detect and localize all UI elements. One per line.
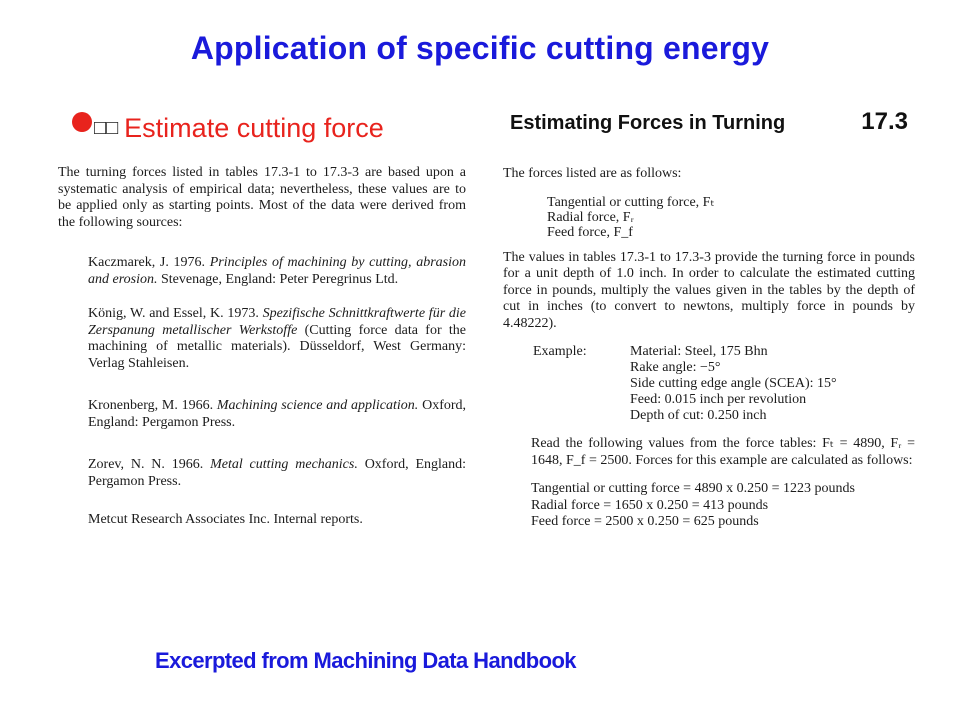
force-item: Feed force, F_f: [547, 224, 633, 240]
bullet-dot-icon: [72, 112, 92, 132]
example-lines: [630, 344, 837, 424]
example-block: [533, 344, 915, 424]
reference-item: [88, 398, 466, 431]
force-item: Tangential or cutting force, Fₜ: [547, 194, 715, 210]
reference-author: Zorev, N. N. 1966.: [88, 457, 204, 472]
reference-publisher: Stevenage, England: Peter Peregrinus Ltd.: [160, 271, 399, 287]
calculation-list: [531, 481, 915, 531]
handbook-section-header: [510, 108, 920, 144]
example-line: Rake angle: −5°: [630, 360, 721, 375]
reference-author: Kronenberg, M. 1966.: [88, 398, 214, 413]
left-text-column: [58, 165, 466, 529]
reference-author: König, W. and Essel, K. 1973.: [88, 306, 259, 321]
reference-publisher: Oxford, England: Pergamon Press.: [88, 398, 467, 430]
calculation-line: Tangential or cutting force = 4890 x 0.250 = 1223 pounds: [531, 481, 855, 496]
example-line: Depth of cut: 0.250 inch: [630, 408, 767, 423]
example-line: Feed: 0.015 inch per revolution: [630, 392, 807, 407]
reference-author: Kaczmarek, J. 1976.: [88, 255, 206, 270]
reference-title: Metal cutting mechanics.: [210, 457, 358, 472]
footer-caption: Excerpted from Machining Data Handbook: [155, 648, 576, 673]
bullet-glyphs: □□: [94, 116, 119, 139]
reference-item: [88, 306, 466, 372]
reference-publisher: (Cutting force data for the machining of metallic materials). Düsseldorf, West Germany: Verlag Stahleisen.: [88, 322, 467, 371]
reference-title: Principles of machining by cutting, abrasion and erosion.: [88, 255, 467, 287]
reference-item: [88, 457, 466, 490]
handbook-section-title: Estimating Forces in Turning: [510, 112, 786, 134]
handbook-section-number: 17.3: [861, 108, 908, 135]
force-list: [547, 195, 915, 240]
reference-title: Spezifische Schnittkraftwerte für die Zerspanung metallischer Werkstoffe: [88, 306, 467, 338]
bullet-text: Estimate cutting force: [124, 112, 384, 143]
reference-publisher: Oxford, England: Pergamon Press.: [88, 457, 466, 489]
calculation-line: Radial force = 1650 x 0.250 = 413 pounds: [531, 497, 769, 513]
right-body-paragraph: The values in tables 17.3-1 to 17.3-3 provide the turning force in pounds for a unit depth of 1.0 inch. In order to calculate the estimated cutting force in pounds, multiply the values given in the tables by the depth of cut in inches (to convert to newtons, multiply force in pounds by 4.48222).: [503, 249, 915, 331]
left-intro-paragraph: The turning forces listed in tables 17.3-1 to 17.3-3 are based upon a systematic analysis of empirical data; nevertheless, these values are to be applied only as starting points. Most of the data were derived from the following sources:: [58, 165, 466, 230]
right-text-column: [503, 166, 915, 531]
result-paragraph: Read the following values from the force tables: Fₜ = 4890, Fᵣ = 1648, F_f = 2500. Forces for this example are calculated as follows:: [531, 436, 915, 468]
example-line: Side cutting edge angle (SCEA): 15°: [630, 376, 837, 391]
bullet-heading: [72, 108, 384, 148]
example-line: Material: Steel, 175 Bhn: [630, 344, 768, 359]
force-item: Radial force, Fᵣ: [547, 209, 634, 225]
reference-item-last: Metcut Research Associates Inc. Internal reports.: [88, 512, 363, 527]
reference-title: Machining science and application.: [216, 398, 419, 413]
reference-item: [88, 255, 466, 288]
example-label: Example:: [533, 344, 587, 359]
slide-title: Application of specific cutting energy: [190, 30, 770, 66]
calculation-line: Feed force = 2500 x 0.250 = 625 pounds: [531, 514, 759, 529]
right-intro: The forces listed are as follows:: [503, 166, 682, 181]
